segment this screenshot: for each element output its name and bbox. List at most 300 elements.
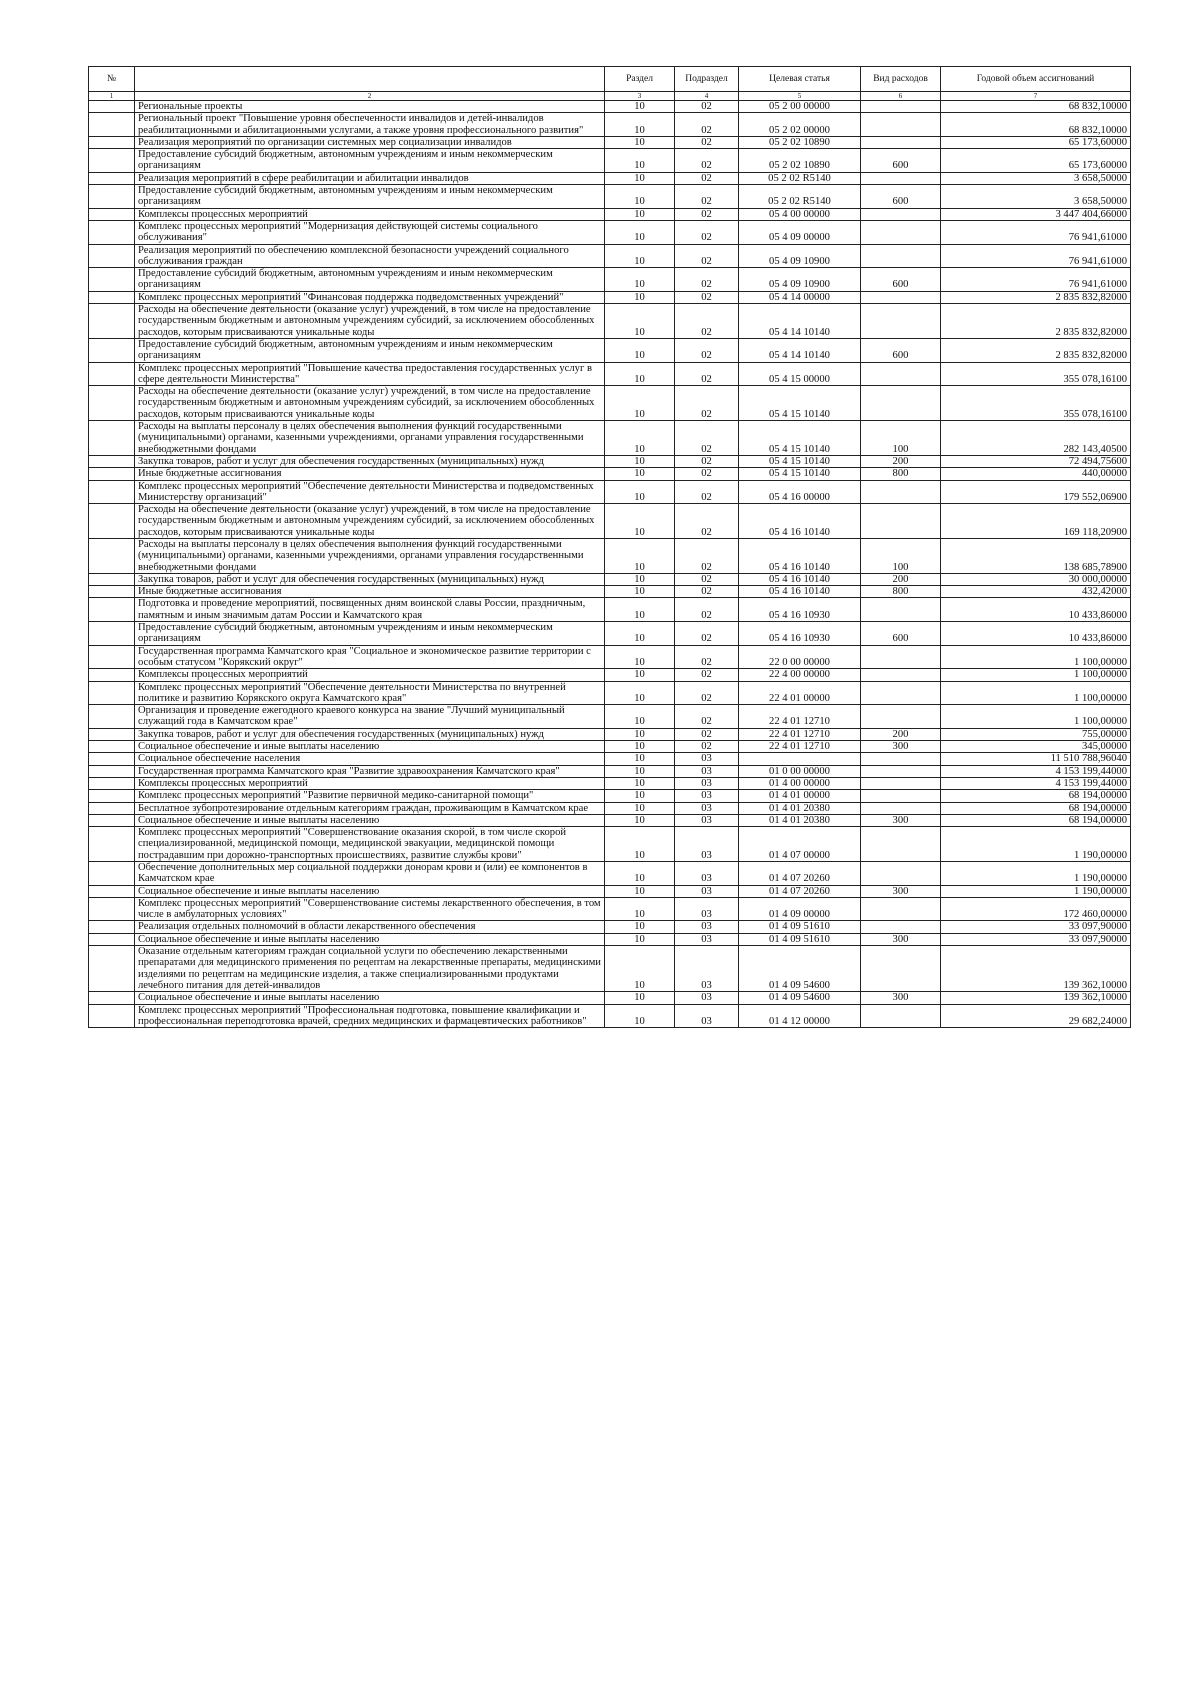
cell-celevaya: 01 0 00 00000 xyxy=(739,765,861,777)
cell-vid xyxy=(861,304,941,339)
cell-num xyxy=(89,455,135,467)
cell-num xyxy=(89,933,135,945)
cell-summa: 440,00000 xyxy=(941,468,1131,480)
cell-num xyxy=(89,480,135,504)
cell-podrazdel: 02 xyxy=(675,208,739,220)
cell-num xyxy=(89,777,135,789)
cell-summa: 138 685,78900 xyxy=(941,538,1131,573)
cell-vid: 300 xyxy=(861,885,941,897)
table-row xyxy=(89,504,1131,539)
table-row xyxy=(89,480,1131,504)
cell-vid: 200 xyxy=(861,455,941,467)
table-row xyxy=(89,220,1131,244)
cell-name: Комплексы процессных мероприятий xyxy=(135,777,605,789)
cell-razdel: 10 xyxy=(605,992,675,1004)
cell-num xyxy=(89,185,135,209)
cell-celevaya: 01 4 00 00000 xyxy=(739,777,861,789)
cell-razdel: 10 xyxy=(605,149,675,173)
cell-name: Организация и проведение ежегодного краевого конкурса на звание "Лучший муниципальный служащий года в Камчатском крае" xyxy=(135,705,605,729)
cell-summa: 76 941,61000 xyxy=(941,268,1131,292)
table-row xyxy=(89,362,1131,386)
cell-summa: 1 100,00000 xyxy=(941,705,1131,729)
cell-podrazdel: 02 xyxy=(675,538,739,573)
cell-name: Реализация мероприятий по обеспечению комплексной безопасности учреждений социального обслуживания граждан xyxy=(135,244,605,268)
cell-celevaya: 05 4 16 10930 xyxy=(739,598,861,622)
cell-summa: 68 194,00000 xyxy=(941,802,1131,814)
cell-podrazdel: 03 xyxy=(675,802,739,814)
cell-name: Комплекс процессных мероприятий "Профессиональная подготовка, повышение квалификации и профессиональная переподготовка врачей, средних медицинских и фармацевтических работников" xyxy=(135,1004,605,1028)
cell-vid xyxy=(861,705,941,729)
column-numbers-row xyxy=(89,92,1131,101)
cell-summa: 345,00000 xyxy=(941,741,1131,753)
cell-vid xyxy=(861,480,941,504)
cell-name: Предоставление субсидий бюджетным, автономным учреждениям и иным некоммерческим организациям xyxy=(135,622,605,646)
header-razdel: Раздел xyxy=(605,67,675,92)
cell-razdel: 10 xyxy=(605,291,675,303)
cell-razdel: 10 xyxy=(605,573,675,585)
cell-num xyxy=(89,946,135,992)
cell-name: Государственная программа Камчатского края "Развитие здравоохранения Камчатского края" xyxy=(135,765,605,777)
cell-summa: 1 100,00000 xyxy=(941,669,1131,681)
cell-num xyxy=(89,101,135,113)
cell-podrazdel: 02 xyxy=(675,480,739,504)
cell-razdel: 10 xyxy=(605,421,675,456)
table-row xyxy=(89,573,1131,585)
cell-num xyxy=(89,802,135,814)
table-row xyxy=(89,728,1131,740)
cell-celevaya: 01 4 09 54600 xyxy=(739,946,861,992)
cell-vid: 300 xyxy=(861,992,941,1004)
cell-num xyxy=(89,885,135,897)
header-celevaya: Целевая статья xyxy=(739,67,861,92)
cell-celevaya: 01 4 09 00000 xyxy=(739,897,861,921)
cell-vid xyxy=(861,753,941,765)
cell-podrazdel: 02 xyxy=(675,586,739,598)
cell-podrazdel: 02 xyxy=(675,504,739,539)
table-row xyxy=(89,1004,1131,1028)
cell-razdel: 10 xyxy=(605,362,675,386)
cell-name: Комплекс процессных мероприятий "Совершенствование системы лекарственного обеспечения, в том числе в амбулаторных условиях" xyxy=(135,897,605,921)
cell-razdel: 10 xyxy=(605,705,675,729)
cell-name: Комплекс процессных мероприятий "Модернизация действующей системы социального обслуживания" xyxy=(135,220,605,244)
cell-razdel: 10 xyxy=(605,244,675,268)
cell-num xyxy=(89,136,135,148)
cell-vid xyxy=(861,921,941,933)
cell-summa: 2 835 832,82000 xyxy=(941,304,1131,339)
cell-vid: 300 xyxy=(861,933,941,945)
cell-vid: 600 xyxy=(861,268,941,292)
cell-podrazdel: 02 xyxy=(675,113,739,137)
table-row xyxy=(89,304,1131,339)
cell-num xyxy=(89,172,135,184)
cell-num xyxy=(89,1004,135,1028)
table-row xyxy=(89,538,1131,573)
cell-summa: 76 941,61000 xyxy=(941,244,1131,268)
cell-razdel: 10 xyxy=(605,468,675,480)
cell-celevaya: 22 4 00 00000 xyxy=(739,669,861,681)
table-row xyxy=(89,827,1131,862)
cell-summa: 179 552,06900 xyxy=(941,480,1131,504)
cell-num xyxy=(89,681,135,705)
cell-vid: 100 xyxy=(861,538,941,573)
cell-celevaya: 22 0 00 00000 xyxy=(739,645,861,669)
cell-num xyxy=(89,362,135,386)
cell-name: Предоставление субсидий бюджетным, автономным учреждениям и иным некоммерческим организациям xyxy=(135,268,605,292)
cell-podrazdel: 02 xyxy=(675,681,739,705)
cell-podrazdel: 02 xyxy=(675,728,739,740)
cell-celevaya: 05 4 09 10900 xyxy=(739,268,861,292)
cell-summa: 169 118,20900 xyxy=(941,504,1131,539)
cell-vid xyxy=(861,897,941,921)
table-row xyxy=(89,598,1131,622)
cell-name: Комплекс процессных мероприятий "Повышение качества предоставления государственных услуг в сфере деятельности Министерства" xyxy=(135,362,605,386)
cell-razdel: 10 xyxy=(605,1004,675,1028)
cell-podrazdel: 02 xyxy=(675,386,739,421)
cell-vid: 800 xyxy=(861,468,941,480)
cell-vid xyxy=(861,1004,941,1028)
cell-razdel: 10 xyxy=(605,802,675,814)
cell-vid: 600 xyxy=(861,338,941,362)
cell-podrazdel: 02 xyxy=(675,362,739,386)
cell-celevaya: 05 4 14 00000 xyxy=(739,291,861,303)
cell-num xyxy=(89,421,135,456)
cell-name: Оказание отдельным категориям граждан социальной услуги по обеспечению лекарственными препаратами для медицинского применения по рецептам на лекарственные препараты, медицинскими изделиями по рецептам на медицинские изделия, а также специализированными продуктами лечебного питания для детей-инвалидов xyxy=(135,946,605,992)
cell-name: Бесплатное зубопротезирование отдельным категориям граждан, проживающим в Камчатском крае xyxy=(135,802,605,814)
table-row xyxy=(89,386,1131,421)
cell-podrazdel: 03 xyxy=(675,992,739,1004)
cell-podrazdel: 02 xyxy=(675,622,739,646)
cell-razdel: 10 xyxy=(605,622,675,646)
cell-name: Предоставление субсидий бюджетным, автономным учреждениям и иным некоммерческим организациям xyxy=(135,185,605,209)
table-row xyxy=(89,244,1131,268)
cell-celevaya: 01 4 09 54600 xyxy=(739,992,861,1004)
cell-num xyxy=(89,468,135,480)
cell-vid: 300 xyxy=(861,814,941,826)
cell-razdel: 10 xyxy=(605,862,675,886)
cell-num xyxy=(89,338,135,362)
cell-celevaya: 01 4 07 00000 xyxy=(739,827,861,862)
table-row xyxy=(89,622,1131,646)
cell-vid xyxy=(861,669,941,681)
cell-summa: 2 835 832,82000 xyxy=(941,338,1131,362)
cell-razdel: 10 xyxy=(605,728,675,740)
cell-summa: 4 153 199,44000 xyxy=(941,777,1131,789)
cell-vid xyxy=(861,136,941,148)
table-row xyxy=(89,172,1131,184)
table-row xyxy=(89,753,1131,765)
cell-razdel: 10 xyxy=(605,669,675,681)
cell-summa: 3 658,50000 xyxy=(941,185,1131,209)
cell-num xyxy=(89,586,135,598)
table-row xyxy=(89,705,1131,729)
cell-razdel: 10 xyxy=(605,814,675,826)
cell-podrazdel: 02 xyxy=(675,268,739,292)
table-row xyxy=(89,933,1131,945)
cell-vid xyxy=(861,946,941,992)
cell-summa: 432,42000 xyxy=(941,586,1131,598)
table-row xyxy=(89,208,1131,220)
cell-celevaya: 01 4 01 20380 xyxy=(739,802,861,814)
table-row xyxy=(89,291,1131,303)
table-row xyxy=(89,992,1131,1004)
cell-summa: 139 362,10000 xyxy=(941,992,1131,1004)
table-row xyxy=(89,268,1131,292)
cell-podrazdel: 02 xyxy=(675,573,739,585)
table-row xyxy=(89,113,1131,137)
cell-razdel: 10 xyxy=(605,268,675,292)
header-num: № xyxy=(89,67,135,92)
cell-name: Закупка товаров, работ и услуг для обеспечения государственных (муниципальных) нужд xyxy=(135,573,605,585)
cell-vid: 800 xyxy=(861,586,941,598)
cell-name: Государственная программа Камчатского края "Социальное и экономическое развитие территории с особым статусом "Корякский округ" xyxy=(135,645,605,669)
cell-name: Комплекс процессных мероприятий "Обеспечение деятельности Министерства и подведомственных Министерству организаций" xyxy=(135,480,605,504)
cell-name: Подготовка и проведение мероприятий, посвященных дням воинской славы России, праздничным, памятным и иным значимым датам России и Камчатского края xyxy=(135,598,605,622)
cell-summa: 76 941,61000 xyxy=(941,220,1131,244)
cell-num xyxy=(89,538,135,573)
cell-num xyxy=(89,645,135,669)
cell-celevaya: 01 4 09 51610 xyxy=(739,921,861,933)
cell-num xyxy=(89,268,135,292)
cell-summa: 355 078,16100 xyxy=(941,362,1131,386)
cell-podrazdel: 02 xyxy=(675,645,739,669)
cell-celevaya: 01 4 09 51610 xyxy=(739,933,861,945)
header-vid: Вид расходов xyxy=(861,67,941,92)
cell-podrazdel: 03 xyxy=(675,921,739,933)
cell-num xyxy=(89,753,135,765)
cell-podrazdel: 03 xyxy=(675,946,739,992)
cell-summa: 68 194,00000 xyxy=(941,814,1131,826)
cell-summa: 355 078,16100 xyxy=(941,386,1131,421)
cell-summa: 10 433,86000 xyxy=(941,598,1131,622)
cell-num xyxy=(89,897,135,921)
cell-num xyxy=(89,304,135,339)
cell-summa: 1 190,00000 xyxy=(941,827,1131,862)
cell-vid xyxy=(861,681,941,705)
cell-summa: 68 832,10000 xyxy=(941,113,1131,137)
cell-summa: 1 100,00000 xyxy=(941,645,1131,669)
cell-vid xyxy=(861,827,941,862)
cell-vid: 300 xyxy=(861,741,941,753)
cell-razdel: 10 xyxy=(605,504,675,539)
cell-summa: 30 000,00000 xyxy=(941,573,1131,585)
cell-vid: 100 xyxy=(861,421,941,456)
cell-num xyxy=(89,622,135,646)
cell-num xyxy=(89,149,135,173)
cell-vid xyxy=(861,362,941,386)
cell-celevaya: 05 4 00 00000 xyxy=(739,208,861,220)
cell-vid xyxy=(861,862,941,886)
table-row xyxy=(89,421,1131,456)
cell-celevaya: 05 2 02 R5140 xyxy=(739,185,861,209)
cell-celevaya: 05 4 15 00000 xyxy=(739,362,861,386)
cell-podrazdel: 02 xyxy=(675,705,739,729)
cell-vid xyxy=(861,220,941,244)
cell-celevaya: 22 4 01 12710 xyxy=(739,705,861,729)
table-row xyxy=(89,338,1131,362)
header-row xyxy=(89,67,1131,92)
cell-vid xyxy=(861,244,941,268)
cell-razdel: 10 xyxy=(605,480,675,504)
cell-name: Иные бюджетные ассигнования xyxy=(135,586,605,598)
cell-celevaya: 05 4 16 10140 xyxy=(739,573,861,585)
cell-celevaya: 22 4 01 00000 xyxy=(739,681,861,705)
cell-name: Комплекс процессных мероприятий "Финансовая поддержка подведомственных учреждений" xyxy=(135,291,605,303)
table-row xyxy=(89,862,1131,886)
table-row xyxy=(89,645,1131,669)
cell-name: Расходы на обеспечение деятельности (оказание услуг) учреждений, в том числе на предоставление государственным бюджетным и автономным учреждениям субсидий, за исключением обособленных расходов, которым присваиваются уникальные коды xyxy=(135,386,605,421)
cell-celevaya: 01 4 07 20260 xyxy=(739,885,861,897)
cell-name: Расходы на выплаты персоналу в целях обеспечения выполнения функций государственными (муниципальными) органами, казенными учреждениями, органами управления государственными внебюджетными фондами xyxy=(135,538,605,573)
cell-celevaya: 05 4 14 10140 xyxy=(739,338,861,362)
cell-razdel: 10 xyxy=(605,790,675,802)
cell-summa: 1 190,00000 xyxy=(941,885,1131,897)
cell-podrazdel: 03 xyxy=(675,753,739,765)
cell-razdel: 10 xyxy=(605,645,675,669)
cell-razdel: 10 xyxy=(605,885,675,897)
cell-summa: 29 682,24000 xyxy=(941,1004,1131,1028)
cell-num xyxy=(89,728,135,740)
cell-name: Комплексы процессных мероприятий xyxy=(135,208,605,220)
cell-celevaya: 05 4 16 10930 xyxy=(739,622,861,646)
cell-name: Социальное обеспечение и иные выплаты населению xyxy=(135,992,605,1004)
cell-num xyxy=(89,113,135,137)
cell-name: Расходы на обеспечение деятельности (оказание услуг) учреждений, в том числе на предоставление государственным бюджетным и автономным учреждениям субсидий, за исключением обособленных расходов, которым присваиваются уникальные коды xyxy=(135,504,605,539)
cell-name: Реализация мероприятий в сфере реабилитации и абилитации инвалидов xyxy=(135,172,605,184)
cell-podrazdel: 02 xyxy=(675,468,739,480)
cell-name: Социальное обеспечение и иные выплаты населению xyxy=(135,814,605,826)
cell-vid xyxy=(861,208,941,220)
cell-summa: 65 173,60000 xyxy=(941,136,1131,148)
cell-razdel: 10 xyxy=(605,897,675,921)
cell-num xyxy=(89,598,135,622)
cell-num xyxy=(89,386,135,421)
cell-razdel: 10 xyxy=(605,338,675,362)
cell-razdel: 10 xyxy=(605,386,675,421)
cell-vid: 600 xyxy=(861,149,941,173)
cell-celevaya: 05 2 02 00000 xyxy=(739,113,861,137)
cell-vid xyxy=(861,113,941,137)
cell-num xyxy=(89,814,135,826)
cell-num xyxy=(89,573,135,585)
cell-celevaya: 05 4 16 10140 xyxy=(739,586,861,598)
cell-vid: 600 xyxy=(861,622,941,646)
cell-podrazdel: 02 xyxy=(675,220,739,244)
cell-celevaya: 05 4 15 10140 xyxy=(739,468,861,480)
cell-podrazdel: 02 xyxy=(675,136,739,148)
cell-name: Региональные проекты xyxy=(135,101,605,113)
colnum: 4 xyxy=(675,92,739,101)
cell-podrazdel: 02 xyxy=(675,172,739,184)
table-row xyxy=(89,790,1131,802)
cell-num xyxy=(89,220,135,244)
cell-vid xyxy=(861,598,941,622)
cell-num xyxy=(89,790,135,802)
cell-podrazdel: 03 xyxy=(675,765,739,777)
cell-summa: 11 510 788,96040 xyxy=(941,753,1131,765)
colnum: 2 xyxy=(135,92,605,101)
cell-podrazdel: 02 xyxy=(675,598,739,622)
cell-podrazdel: 02 xyxy=(675,338,739,362)
cell-vid: 200 xyxy=(861,573,941,585)
cell-summa: 10 433,86000 xyxy=(941,622,1131,646)
colnum: 7 xyxy=(941,92,1131,101)
cell-podrazdel: 03 xyxy=(675,897,739,921)
cell-podrazdel: 02 xyxy=(675,185,739,209)
cell-celevaya: 05 4 15 10140 xyxy=(739,421,861,456)
table-row xyxy=(89,455,1131,467)
cell-name: Региональный проект "Повышение уровня обеспеченности инвалидов и детей-инвалидов реабилитационными и абилитационными услугами, а также уровня профессионального развития" xyxy=(135,113,605,137)
cell-celevaya xyxy=(739,753,861,765)
cell-podrazdel: 03 xyxy=(675,827,739,862)
cell-num xyxy=(89,208,135,220)
cell-vid xyxy=(861,777,941,789)
cell-num xyxy=(89,862,135,886)
cell-razdel: 10 xyxy=(605,741,675,753)
colnum: 6 xyxy=(861,92,941,101)
cell-vid: 200 xyxy=(861,728,941,740)
cell-num xyxy=(89,827,135,862)
table-row xyxy=(89,802,1131,814)
cell-vid: 600 xyxy=(861,185,941,209)
cell-vid xyxy=(861,386,941,421)
cell-podrazdel: 03 xyxy=(675,790,739,802)
cell-vid xyxy=(861,504,941,539)
cell-vid xyxy=(861,645,941,669)
colnum: 1 xyxy=(89,92,135,101)
cell-summa: 33 097,90000 xyxy=(941,933,1131,945)
cell-celevaya: 05 4 14 10140 xyxy=(739,304,861,339)
cell-summa: 3 658,50000 xyxy=(941,172,1131,184)
cell-celevaya: 01 4 12 00000 xyxy=(739,1004,861,1028)
table-row xyxy=(89,468,1131,480)
cell-celevaya: 05 4 16 00000 xyxy=(739,480,861,504)
cell-summa: 72 494,75600 xyxy=(941,455,1131,467)
table-row xyxy=(89,681,1131,705)
cell-razdel: 10 xyxy=(605,777,675,789)
cell-vid xyxy=(861,172,941,184)
cell-summa: 1 190,00000 xyxy=(941,862,1131,886)
colnum: 5 xyxy=(739,92,861,101)
table-row xyxy=(89,669,1131,681)
cell-razdel: 10 xyxy=(605,208,675,220)
table-row xyxy=(89,921,1131,933)
cell-num xyxy=(89,741,135,753)
cell-name: Комплекс процессных мероприятий "Совершенствование оказания скорой, в том числе скорой специализированной, медицинской помощи, медицинской эвакуации, медицинской помощи пострадавшим при дорожно-транспортных происшествиях, развитие службы крови" xyxy=(135,827,605,862)
cell-name: Социальное обеспечение населения xyxy=(135,753,605,765)
cell-celevaya: 01 4 07 20260 xyxy=(739,862,861,886)
cell-razdel: 10 xyxy=(605,101,675,113)
cell-podrazdel: 03 xyxy=(675,862,739,886)
colnum: 3 xyxy=(605,92,675,101)
cell-summa: 139 362,10000 xyxy=(941,946,1131,992)
table-row xyxy=(89,814,1131,826)
cell-num xyxy=(89,921,135,933)
cell-celevaya: 01 4 01 00000 xyxy=(739,790,861,802)
cell-podrazdel: 02 xyxy=(675,304,739,339)
cell-vid xyxy=(861,790,941,802)
cell-podrazdel: 02 xyxy=(675,244,739,268)
cell-celevaya: 05 4 15 10140 xyxy=(739,386,861,421)
cell-name: Закупка товаров, работ и услуг для обеспечения государственных (муниципальных) нужд xyxy=(135,455,605,467)
cell-num xyxy=(89,992,135,1004)
cell-name: Комплексы процессных мероприятий xyxy=(135,669,605,681)
cell-celevaya: 22 4 01 12710 xyxy=(739,728,861,740)
cell-name: Иные бюджетные ассигнования xyxy=(135,468,605,480)
table-row xyxy=(89,946,1131,992)
cell-celevaya: 05 4 15 10140 xyxy=(739,455,861,467)
cell-razdel: 10 xyxy=(605,538,675,573)
cell-razdel: 10 xyxy=(605,136,675,148)
